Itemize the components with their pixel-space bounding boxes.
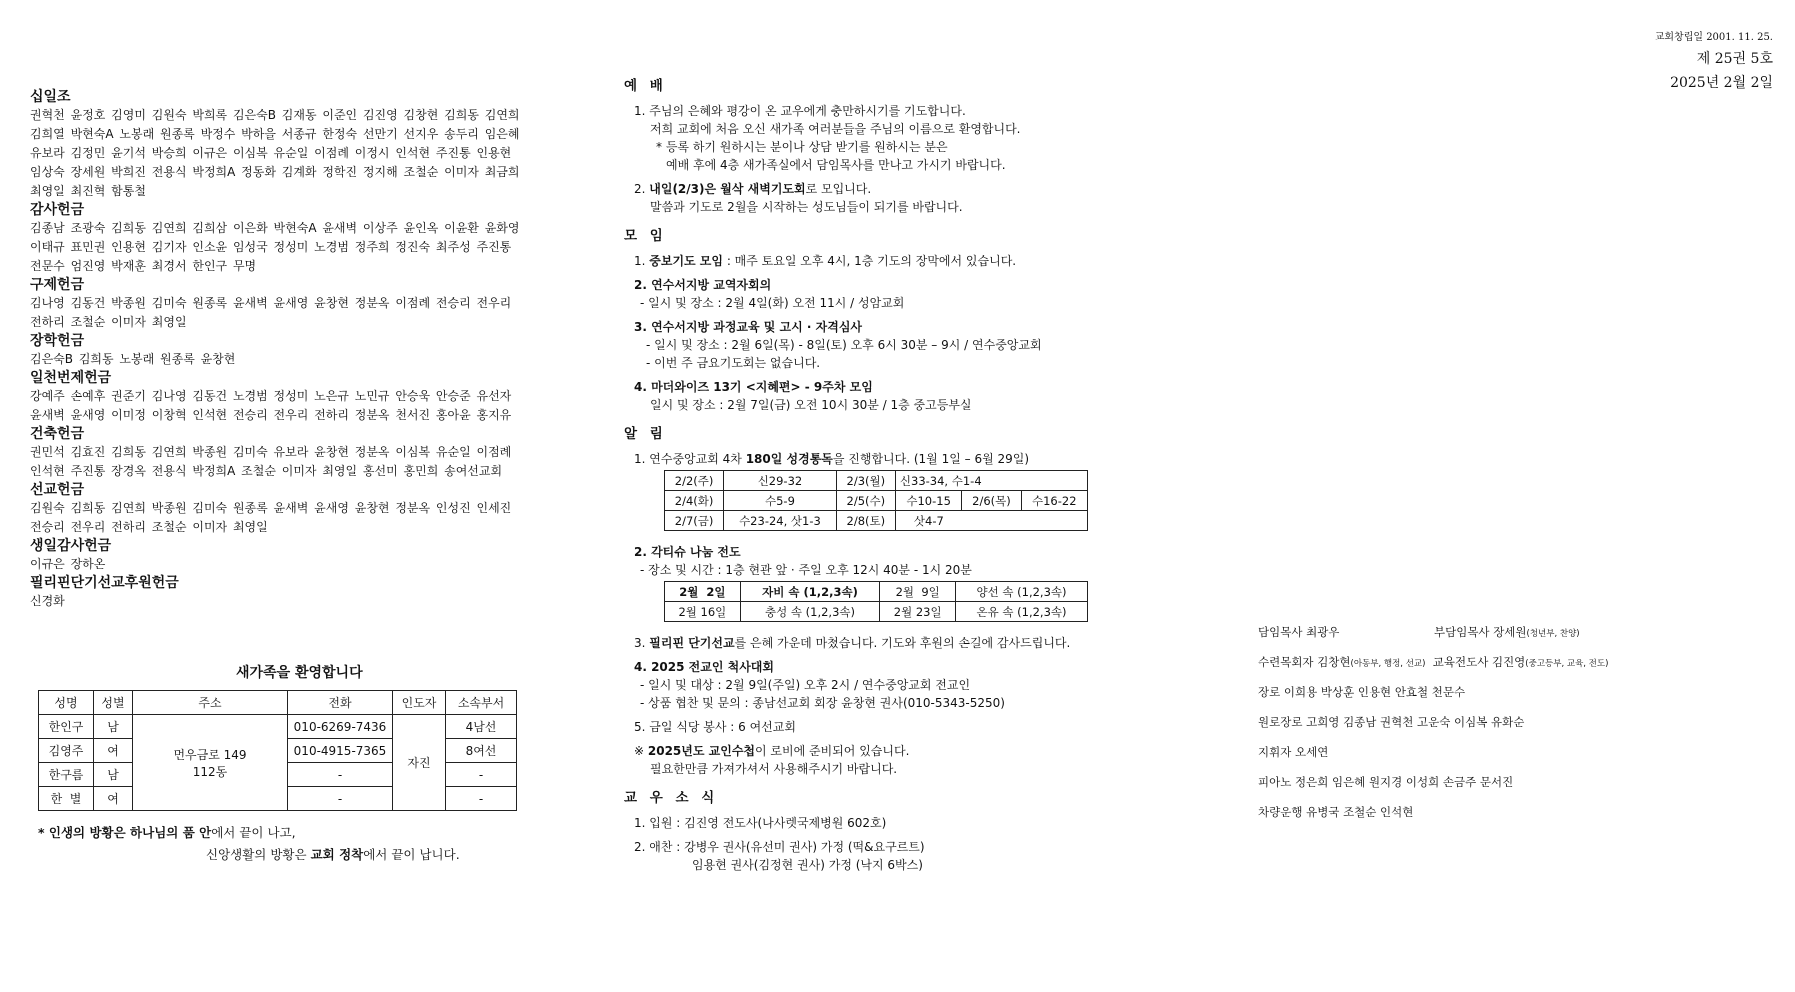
meeting-item-4-line: 일시 및 장소 : 2월 7일(금) 오전 10시 30분 / 1층 중고등부실 [650, 398, 972, 412]
staff-row: 지휘자 오세연 [1258, 745, 1329, 759]
offering-category-title: 십일조 [30, 89, 71, 105]
worship-item-1: 1. 주님의 은혜와 평강이 온 교우에게 충만하시기를 기도합니다. [634, 104, 966, 118]
offering-names: 전하리 조철순 이미자 최영일 [30, 315, 187, 329]
col-phone: 전화 [288, 691, 393, 715]
offering-category-title: 필리핀단기선교후원헌금 [30, 575, 179, 591]
news-heading: 교 우 소 식 [624, 790, 719, 806]
note-line [38, 844, 460, 866]
offering-category-title: 일천번제헌금 [30, 370, 112, 386]
offerings-list [30, 88, 590, 611]
table-row [665, 471, 1088, 491]
member-gender: 여 [94, 739, 133, 763]
intern-pastor: 수련목회자 김창현 [1258, 655, 1351, 669]
col-name: 성명 [39, 691, 94, 715]
member-dept: - [446, 763, 517, 787]
member-phone: 010-6269-7436 [288, 715, 393, 739]
member-name: 김영주 [39, 739, 94, 763]
meeting-item-2-title: 2. 연수서지방 교역자회의 [634, 278, 772, 292]
item-number: 1. [634, 254, 650, 268]
new-family-table [38, 690, 517, 811]
offering-names: 임상숙 장세원 박희진 전용식 박정희A 정동화 김계화 정학진 정지해 조철순 이미자 최금희 [30, 165, 520, 179]
schedule-group: 충성 속 (1,2,3속) [740, 602, 880, 622]
col-address: 주소 [133, 691, 288, 715]
note-text: 신앙생활의 방황은 [206, 847, 311, 862]
meeting-item-1 [634, 252, 1164, 270]
member-phone: - [288, 763, 393, 787]
worship-item-1-line: * 등록 하기 원하시는 분이나 상담 받기를 원하시는 분은 [656, 140, 948, 154]
founding-date: 교회창립일 2001. 11. 25. [1654, 32, 1773, 43]
staff-row: 장로 이희용 박상훈 인용현 안효철 천문수 [1258, 685, 1466, 699]
offering-names: 전문수 엄진영 박재훈 최경서 한인구 무명 [30, 259, 257, 273]
member-name: 한구름 [39, 763, 94, 787]
schedule-date: 2월 23일 [880, 602, 956, 622]
offering-category-title: 건축헌금 [30, 426, 85, 442]
worship-item-2 [634, 180, 1164, 198]
reading-passage: 삿4-7 [895, 511, 1087, 531]
item-emphasis: 180일 성경통독 [745, 452, 833, 466]
item-mark: ※ [634, 744, 648, 758]
reading-passage: 수23-24, 삿1-3 [724, 511, 837, 531]
reading-date: 2/8(토) [836, 511, 895, 531]
meeting-heading: 모 임 [624, 228, 667, 244]
member-gender: 남 [94, 715, 133, 739]
table-row [665, 582, 1088, 602]
staff-list [1258, 617, 1778, 827]
item-emphasis: 2025년도 교인수첩 [647, 744, 756, 758]
worship-item-1-line: 저희 교회에 처음 오신 새가족 여러분들을 주님의 이름으로 환영합니다. [650, 122, 1021, 136]
member-name: 한 별 [39, 787, 94, 811]
offering-names: 김나영 김동건 박종원 김미숙 원종록 윤새벽 윤새영 윤창현 정분옥 이점례 전승리 전우리 [30, 296, 512, 310]
notice-item-1 [634, 450, 1164, 468]
staff-row: 피아노 정은희 임은혜 원지경 이성희 손금주 문서진 [1258, 775, 1514, 789]
tissue-schedule-table [664, 581, 1088, 622]
offering-names: 이태규 표민권 인용현 김기자 인소윤 임성국 정성미 노경범 정주희 정진숙 최주성 주진통 [30, 240, 512, 254]
note-emphasis: 하나님의 품 안 [130, 825, 212, 840]
volume-number: 제 25권 5호 [1696, 51, 1773, 67]
member-phone: 010-4915-7365 [288, 739, 393, 763]
offering-names: 김종남 조광숙 김희동 김연희 김희삼 이은화 박현숙A 윤새벽 이상주 윤인옥 이윤환 윤화영 [30, 221, 520, 235]
reading-date: 2/7(금) [665, 511, 724, 531]
member-gender: 여 [94, 787, 133, 811]
item-number: 2. [634, 182, 650, 196]
offering-names: 권혁천 윤정호 김영미 김원숙 박희록 김은숙B 김재동 이준인 김진영 김창현 김희동 김연희 [30, 108, 520, 122]
member-name: 한인구 [39, 715, 94, 739]
offering-names: 이규은 장하온 [30, 557, 106, 571]
notice-item-2-line: - 장소 및 시간 : 1층 현관 앞 · 주일 오후 12시 40분 - 1시 20분 [640, 563, 972, 577]
offering-names: 윤새벽 윤새영 이미정 이창혁 인석현 전승리 전우리 전하리 정분옥 천서진 홍아윤 홍지유 [30, 408, 512, 422]
reading-date: 2/3(월) [836, 471, 895, 491]
offering-names: 최영일 최진혁 함통철 [30, 184, 146, 198]
item-text: 을 진행합니다. (1월 1일 – 6월 29일) [832, 452, 1030, 466]
schedule-date: 2월 9일 [880, 582, 956, 602]
schedule-date: 2월 16일 [665, 602, 741, 622]
item-emphasis: 필리핀 단기선교 [649, 636, 735, 650]
notice-item-3 [634, 634, 1164, 652]
col-leader: 인도자 [393, 691, 446, 715]
reading-passage: 수10-15 [895, 491, 961, 511]
address-line: 112동 [192, 764, 228, 779]
table-row [665, 511, 1088, 531]
role-note: (아동부, 행정, 선교) [1350, 659, 1426, 669]
bulletin-header [1655, 30, 1773, 94]
note-text: 에서 끝이 나고, [211, 825, 296, 840]
reading-date: 2/6(목) [962, 491, 1021, 511]
news-item-2: 2. 애찬 : 강병우 권사(유선미 권사) 가정 (떡&요구르트) [634, 840, 925, 854]
table-header-row [39, 691, 517, 715]
offering-names: 김희열 박현숙A 노봉래 원종록 박정수 박하을 서종규 한정숙 선만기 선지우 송두리 임은혜 [30, 127, 520, 141]
address-line: 먼우금로 149 [173, 747, 247, 762]
notice-item-5: 5. 금일 식당 봉사 : 6 여선교회 [634, 720, 796, 734]
schedule-group: 자비 속 (1,2,3속) [740, 582, 880, 602]
notice-item-6-line: 필요한만큼 가져가셔서 사용해주시기 바랍니다. [650, 762, 898, 776]
meeting-item-3-line: - 이번 주 금요기도회는 없습니다. [646, 356, 821, 370]
reading-date: 2/4(화) [665, 491, 724, 511]
announcements-column [624, 74, 1164, 874]
reading-passage: 수16-22 [1021, 491, 1088, 511]
item-text: : 매주 토요일 오후 4시, 1층 기도의 장막에서 있습니다. [723, 254, 1017, 268]
associate-pastor: 부담임목사 장세원 [1434, 625, 1527, 639]
note-text: * 인생의 방황은 [38, 825, 131, 840]
news-item-1: 1. 입원 : 김진영 전도사(나사렛국제병원 602호) [634, 816, 887, 830]
item-number: 3. [634, 636, 650, 650]
reading-date: 2/2(주) [665, 471, 724, 491]
notice-item-2-title: 2. 각티슈 나눔 전도 [634, 545, 741, 559]
item-text: 이 로비에 준비되어 있습니다. [755, 744, 910, 758]
notice-item-4-line: - 일시 및 대상 : 2월 9일(주일) 오후 2시 / 연수중앙교회 전교인 [640, 678, 971, 692]
senior-pastor: 담임목사 최광우 [1258, 625, 1340, 639]
offering-names: 인석현 주진통 장경옥 전용식 박정희A 조철순 이미자 최영일 홍선미 홍민희 송여선교회 [30, 464, 503, 478]
reading-passage: 신29-32 [724, 471, 837, 491]
table-row [665, 491, 1088, 511]
offering-names: 김은숙B 김희동 노봉래 원종록 윤창현 [30, 352, 236, 366]
welcome-note [38, 822, 460, 866]
schedule-group: 양선 속 (1,2,3속) [956, 582, 1088, 602]
schedule-group: 온유 속 (1,2,3속) [956, 602, 1088, 622]
notice-heading: 알 림 [624, 426, 667, 442]
offering-names: 신경화 [30, 594, 65, 608]
table-row [665, 602, 1088, 622]
item-text: 를 은혜 가운데 마쳤습니다. 기도와 후원의 손길에 감사드립니다. [734, 636, 1071, 650]
item-text: 1. 연수중앙교회 4차 [634, 452, 746, 466]
role-note: (청년부, 찬양) [1526, 629, 1580, 639]
welcome-title: 새가족을 환영합니다 [236, 665, 363, 681]
note-text: 에서 끝이 납니다. [363, 847, 460, 862]
offering-category-title: 선교헌금 [30, 482, 85, 498]
bible-reading-table [664, 470, 1088, 531]
offering-category-title: 생일감사헌금 [30, 538, 112, 554]
offering-names: 유보라 김정민 윤기석 박승희 이규은 이심복 유순일 이점례 이정시 인석현 주진통 인용현 [30, 146, 512, 160]
staff-row [1258, 647, 1778, 677]
bulletin-date: 2025년 2월 2일 [1670, 75, 1773, 91]
offering-names: 김원숙 김희동 김연희 박종원 김미숙 원종록 윤새벽 윤새영 윤창현 정분옥 인성진 인세진 [30, 501, 512, 515]
staff-row: 차량운행 유병국 조철순 인석현 [1258, 805, 1414, 819]
member-phone: - [288, 787, 393, 811]
item-text: 로 모입니다. [805, 182, 872, 196]
notice-item-4-line: - 상품 협찬 및 문의 : 종남선교회 회장 윤창현 권사(010-5343-5250) [640, 696, 1005, 710]
reading-passage: 신33-34, 수1-4 [895, 471, 1087, 491]
item-emphasis: 중보기도 모임 [649, 254, 723, 268]
offering-category-title: 장학헌금 [30, 333, 85, 349]
member-dept: 4남선 [446, 715, 517, 739]
offering-category-title: 감사헌금 [30, 202, 85, 218]
worship-item-2-line: 말씀과 기도로 2월을 시작하는 성도님들이 되기를 바랍니다. [650, 200, 963, 214]
meeting-item-3-line: - 일시 및 장소 : 2월 6일(목) - 8일(토) 오후 6시 30분 – 9시 / 연수중앙교회 [646, 338, 1042, 352]
notice-item-6 [634, 742, 1164, 760]
meeting-item-4-title: 4. 마더와이즈 13기 <지혜편> - 9주차 모임 [634, 380, 873, 394]
reading-date: 2/5(수) [836, 491, 895, 511]
member-leader: 자진 [393, 715, 446, 811]
role-note: (중고등부, 교육, 전도) [1525, 659, 1609, 669]
offering-names: 전승리 전우리 전하리 조철순 이미자 최영일 [30, 520, 268, 534]
col-gender: 성별 [94, 691, 133, 715]
schedule-date: 2월 2일 [665, 582, 741, 602]
meeting-item-3-title: 3. 연수서지방 과정교육 및 고시 · 자격심사 [634, 320, 863, 334]
offering-names: 강예주 손예후 권준기 김나영 김동건 노경범 정성미 노은규 노민규 안승욱 안승준 유선자 [30, 389, 512, 403]
member-dept: 8여선 [446, 739, 517, 763]
news-item-2-line: 임용현 권사(김정현 권사) 가정 (낙지 6박스) [692, 858, 923, 872]
member-dept: - [446, 787, 517, 811]
meeting-item-2-line: - 일시 및 장소 : 2월 4일(화) 오전 11시 / 성암교회 [640, 296, 905, 310]
member-gender: 남 [94, 763, 133, 787]
offering-names: 권민석 김효진 김희동 김연희 박종원 김미숙 유보라 윤창현 정분옥 이심복 유순일 이점례 [30, 445, 512, 459]
education-minister: 교육전도사 김진영 [1432, 655, 1526, 669]
offering-category-title: 구제헌금 [30, 277, 85, 293]
reading-passage: 수5-9 [724, 491, 837, 511]
note-emphasis: 교회 정착 [310, 847, 364, 862]
member-address [133, 715, 288, 811]
staff-row [1258, 617, 1778, 647]
notice-item-4-title: 4. 2025 전교인 척사대회 [634, 660, 774, 674]
col-dept: 소속부서 [446, 691, 517, 715]
note-line [38, 822, 460, 844]
item-emphasis: 내일(2/3)은 월삭 새벽기도회 [649, 182, 806, 196]
worship-heading: 예 배 [624, 78, 667, 94]
staff-row: 원로장로 고희영 김종남 권혁천 고운숙 이심복 유화순 [1258, 715, 1525, 729]
table-row [39, 715, 517, 739]
worship-item-1-line: 예배 후에 4층 새가족실에서 담임목사를 만나고 가시기 바랍니다. [666, 158, 1006, 172]
